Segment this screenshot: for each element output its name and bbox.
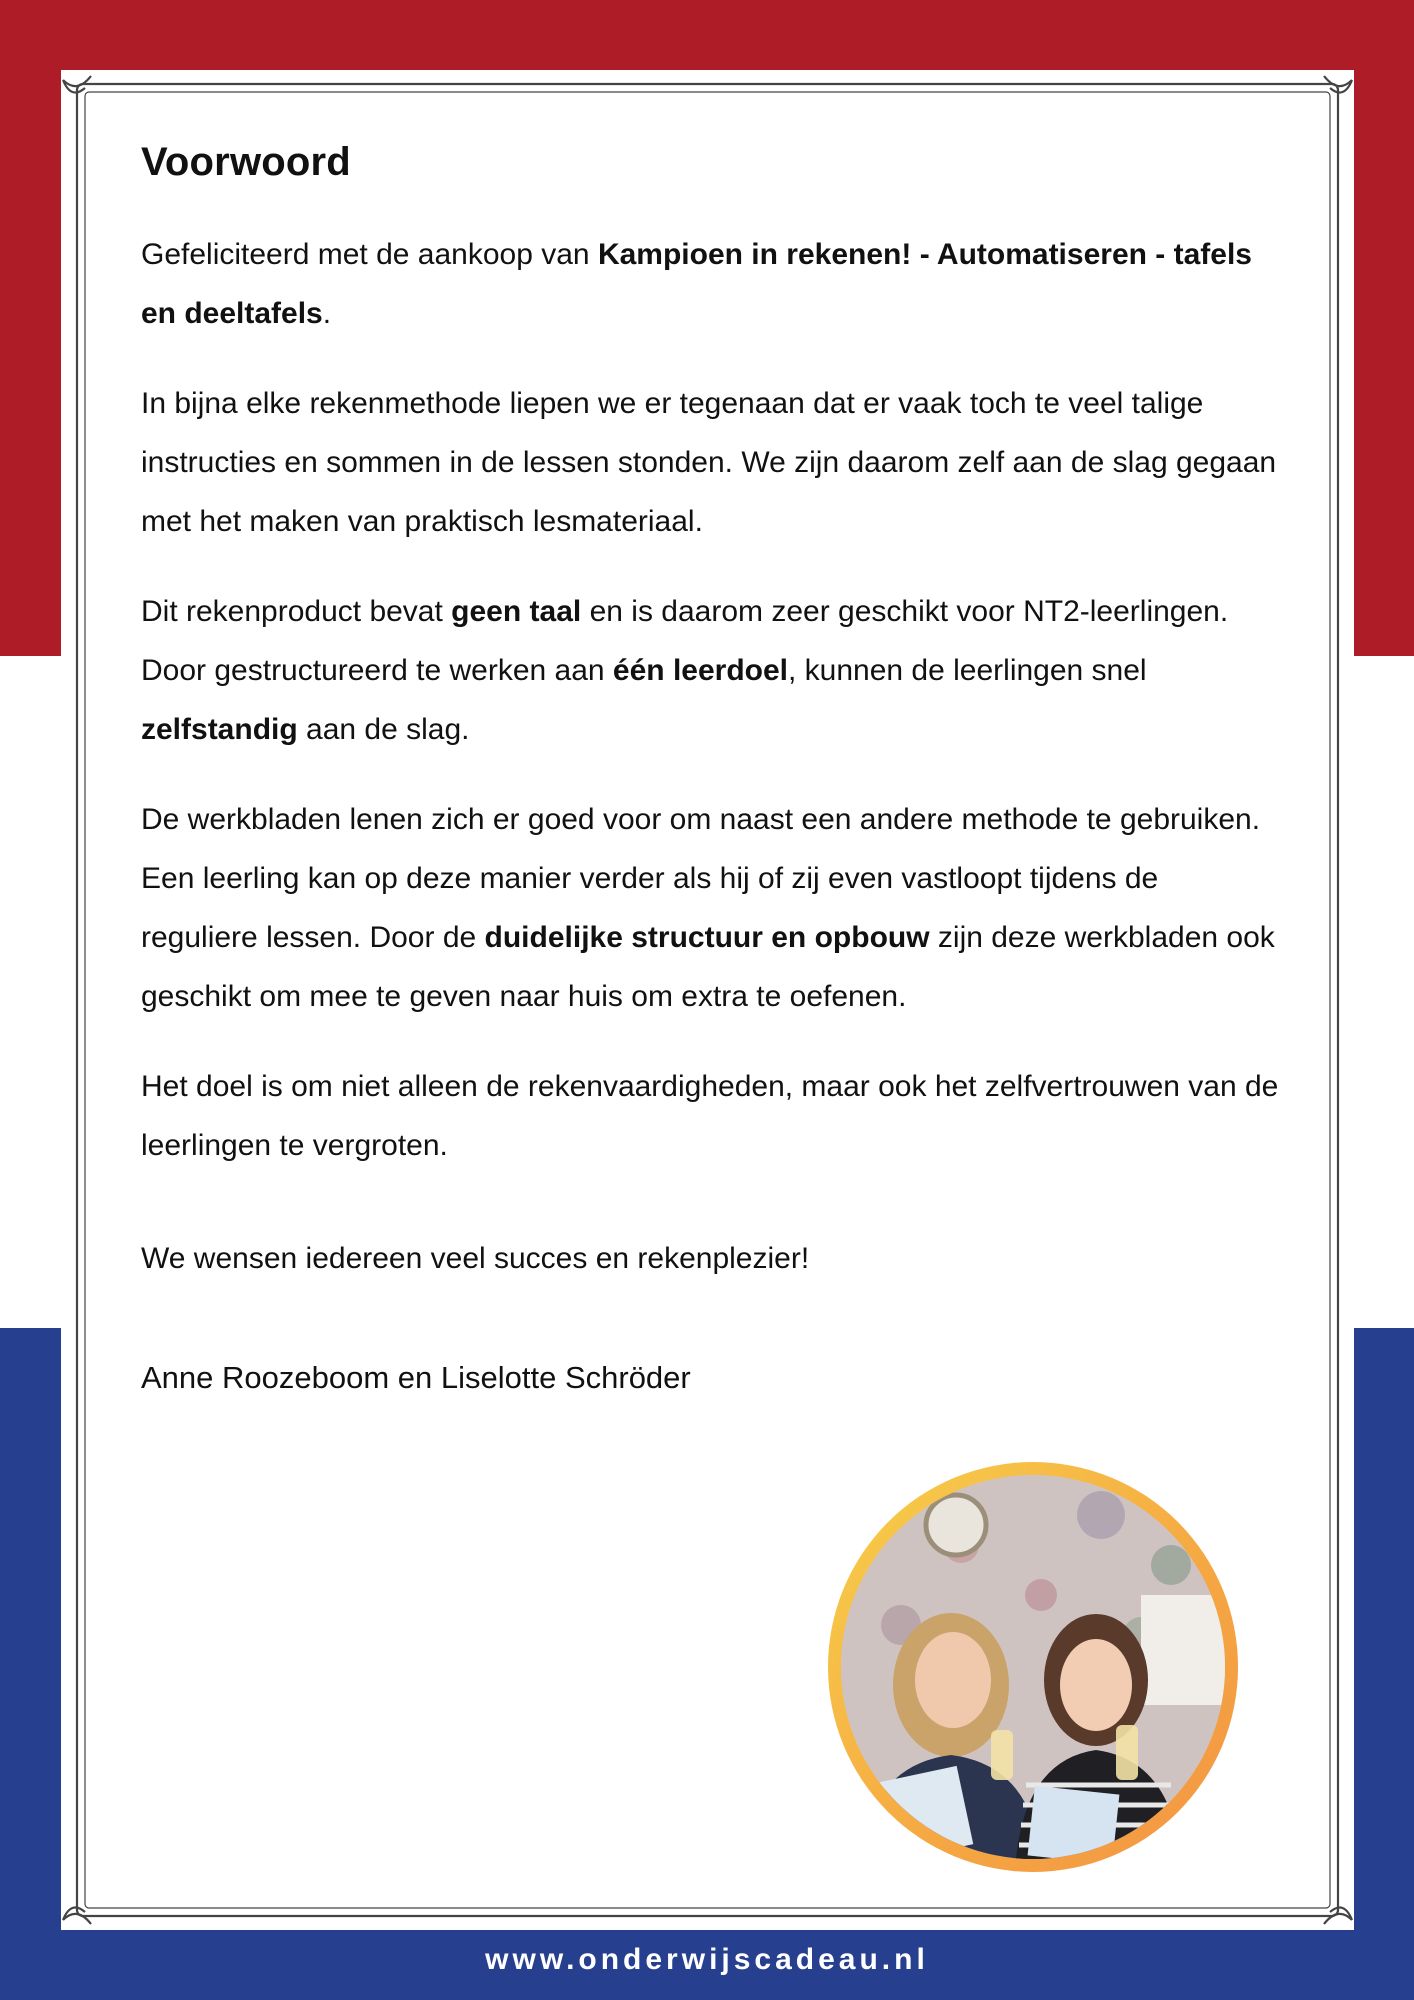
page-card	[61, 70, 1354, 1930]
text-span: zijn deze werkbladen ook geschikt om mee te geven naar huis om extra te oefenen.	[141, 921, 1275, 1013]
paragraph-motivation: In bijna elke rekenmethode liepen we er tegenaan dat er vaak toch te veel talige instructies en sommen in de lessen stonden. We zijn daarom zelf aan de slag gegaan met het maken van praktisch lesmateriaal.	[141, 387, 1277, 538]
emphasis-zelfstandig: zelfstandig	[141, 713, 298, 746]
product-title: Kampioen in rekenen! - Automatiseren - tafels en deeltafels	[141, 238, 1252, 330]
signature: Anne Roozeboom en Liselotte Schröder	[141, 1360, 691, 1395]
paragraph-usage	[141, 790, 1281, 1026]
paragraph-product	[141, 582, 1281, 759]
text-span: De werkbladen lenen zich er goed voor om naast een andere methode te gebruiken. Een leerling kan op deze manier verder als hij of zij even vastloopt tijdens de reguliere lessen. Door de	[141, 803, 1261, 954]
text-span: en is daarom zeer geschikt voor NT2-leerlingen. Door gestructureerd te werken aan	[141, 595, 1229, 687]
emphasis-leerdoel: één leerdoel	[612, 654, 788, 687]
text-span: , kunnen de leerlingen snel	[788, 654, 1147, 687]
intro-text: Gefeliciteerd met de aankoop van	[141, 238, 598, 271]
preface-content	[141, 140, 1281, 1438]
emphasis-structuur: duidelijke structuur en opbouw	[484, 921, 930, 954]
paragraph-goal: Het doel is om niet alleen de rekenvaardigheden, maar ook het zelfvertrouwen van de leerlingen te vergroten.	[141, 1070, 1279, 1162]
photo-illustration	[841, 1475, 1225, 1859]
closing-wish: We wensen iedereen veel succes en rekenplezier!	[141, 1242, 810, 1275]
text-span: Dit rekenproduct bevat	[141, 595, 452, 628]
page-title: Voorwoord	[141, 140, 351, 184]
footer-website-url: www.onderwijscadeau.nl	[485, 1943, 929, 1976]
text-span: aan de slag.	[297, 713, 470, 746]
author-photo	[841, 1475, 1225, 1859]
emphasis-geen-taal: geen taal	[451, 595, 582, 628]
intro-end: .	[322, 297, 332, 330]
intro-paragraph	[141, 225, 1281, 343]
author-photo-frame	[828, 1462, 1238, 1872]
